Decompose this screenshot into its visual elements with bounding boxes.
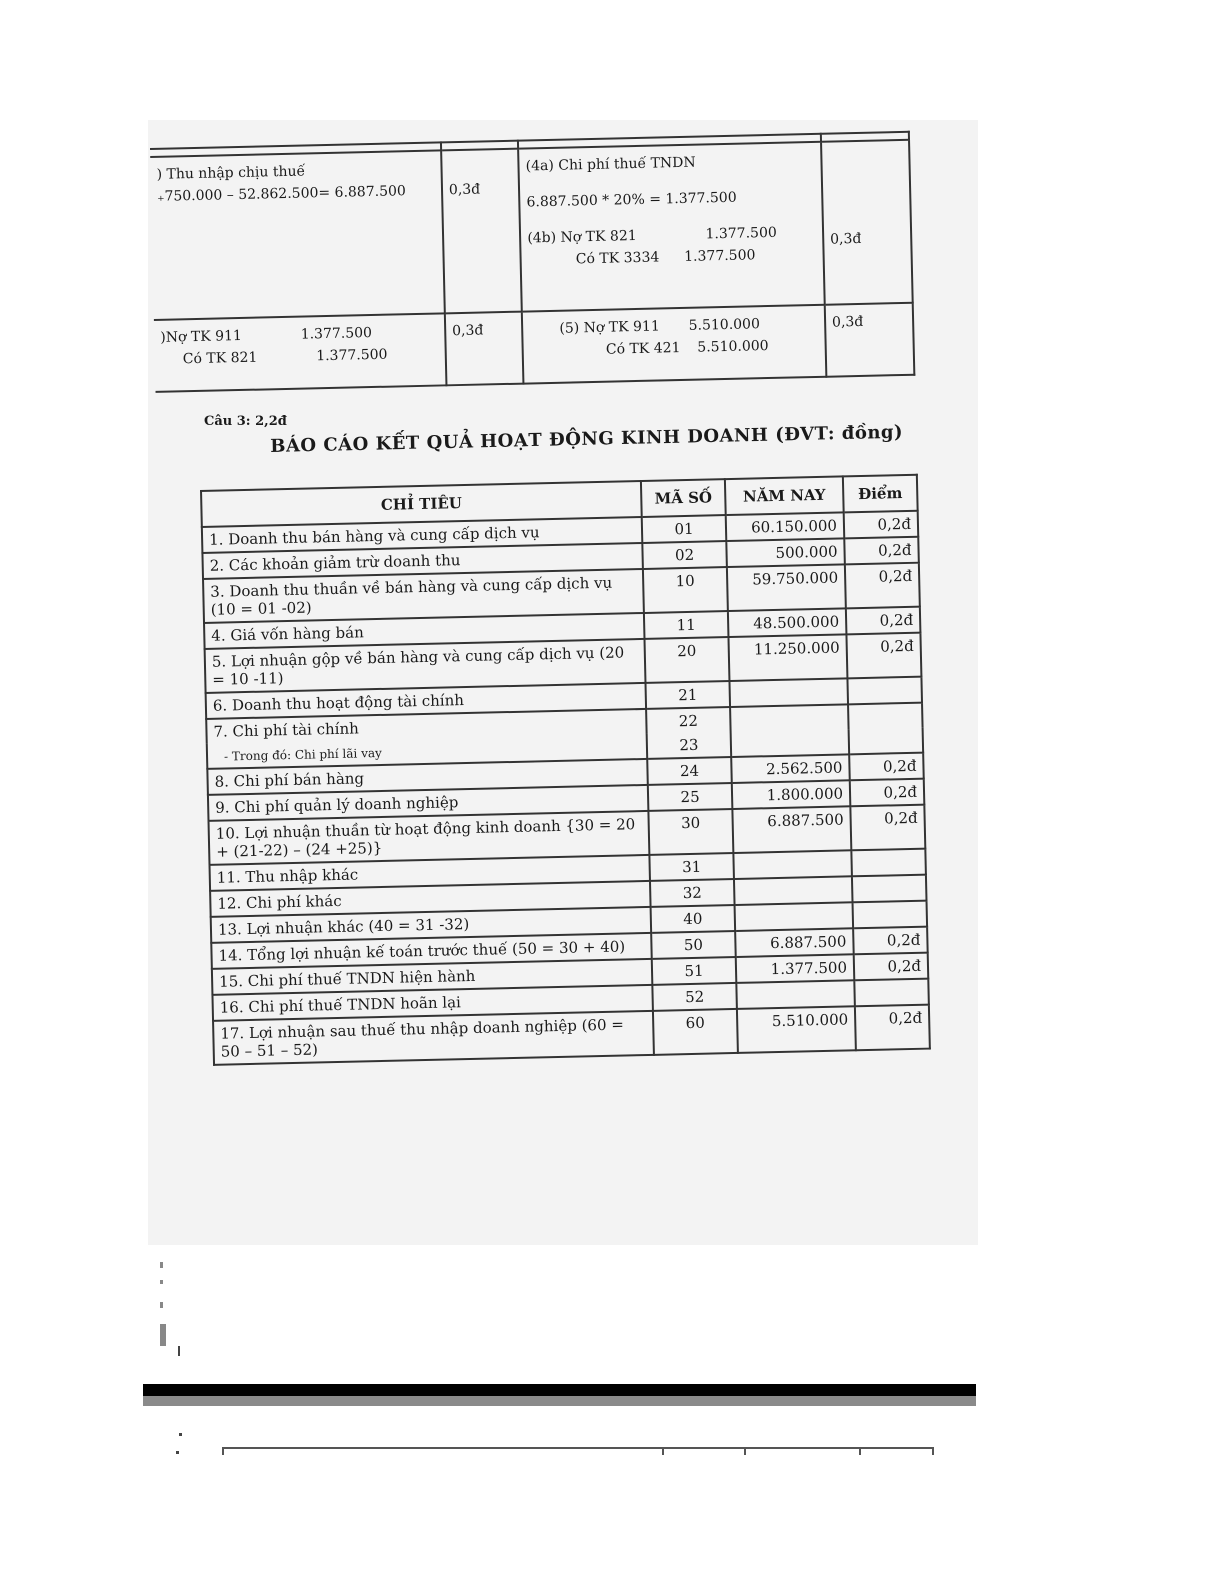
entry-cell — [518, 142, 824, 311]
entry-cell — [522, 304, 826, 383]
table-tick — [222, 1447, 224, 1455]
code-cell: 50 — [651, 931, 736, 959]
debit-account: (5) Nợ TK 911 — [559, 317, 660, 337]
score-cell — [851, 849, 926, 877]
report-title: BÁO CÁO KẾT QUẢ HOẠT ĐỘNG KINH DOANH (ĐVT: đồng) — [270, 421, 904, 457]
code-cell: 51 — [652, 957, 737, 985]
value-cell: 500.000 — [726, 538, 845, 567]
item-cell: 15. Chi phí thuế TNDN hiện hành — [212, 959, 652, 995]
item-cell: 11. Thu nhập khác — [210, 855, 650, 891]
item-cell: 7. Chi phí tài chính — [206, 709, 646, 744]
value-cell: 59.750.000 — [727, 564, 846, 611]
value-cell: 11.250.000 — [728, 634, 847, 681]
entry-cell — [154, 313, 446, 392]
value-cell: 6.887.500 — [735, 928, 854, 957]
score-cell: 0,2đ — [844, 511, 919, 539]
entry-label: ) Thu nhập chịu thuế — [156, 163, 306, 183]
score-cell: 0,2đ — [854, 953, 929, 981]
question-label: Câu 3: 2,2đ — [204, 414, 287, 429]
column-header-score: Điểm — [843, 475, 918, 513]
score: 0,3đ — [831, 313, 864, 331]
score-cell: 0,2đ — [855, 1005, 930, 1051]
income-statement-table — [200, 474, 931, 1066]
score-cell: 0,2đ — [850, 779, 925, 807]
score-cell — [441, 149, 522, 313]
item-cell: 16. Chi phí thuế TNDN hoãn lại — [212, 985, 652, 1021]
credit-account: Có TK 821 — [182, 349, 258, 367]
column-header-this-year: NĂM NAY — [725, 476, 844, 515]
code-cell: 30 — [648, 809, 733, 855]
debit-account: (4b) Nợ TK 821 — [527, 227, 637, 247]
item-cell: 4. Giá vốn hàng bán — [204, 613, 644, 649]
item-cell: 2. Các khoản giảm trừ doanh thu — [202, 543, 642, 579]
code-cell: 20 — [644, 637, 729, 683]
table-row — [150, 140, 912, 320]
value-cell — [735, 902, 854, 931]
code-cell: 52 — [652, 983, 737, 1011]
credit-account: Có TK 3334 — [575, 249, 660, 268]
score-cell — [852, 875, 927, 903]
item-cell: 10. Lợi nhuận thuần từ hoạt động kinh doanh {30 = 20 + (21-22) – (24 +25)} — [209, 811, 650, 865]
scan-dot — [179, 1433, 182, 1436]
value-cell: 1.800.000 — [732, 780, 851, 809]
score-cell: 0,2đ — [846, 607, 921, 635]
score: 0,3đ — [448, 181, 481, 199]
journal-entries-table — [150, 131, 915, 393]
value-cell: 60.150.000 — [726, 512, 845, 541]
value-cell: 6.887.500 — [732, 806, 851, 853]
value-cell: 48.500.000 — [728, 608, 847, 637]
table-tick — [859, 1447, 861, 1455]
next-page-table-edge — [222, 1447, 934, 1449]
scan-margin-marks — [158, 1262, 186, 1362]
value-cell — [736, 980, 855, 1009]
score-cell — [848, 703, 923, 730]
score: 0,3đ — [830, 230, 862, 248]
score-cell — [445, 311, 524, 385]
table-tick — [744, 1447, 746, 1455]
column-header-code: MÃ SỐ — [641, 479, 726, 517]
column-header-item: CHỈ TIÊU — [201, 481, 642, 527]
score-cell — [849, 728, 924, 755]
score-cell: 0,2đ — [850, 805, 925, 851]
code-cell: 02 — [642, 541, 727, 569]
score-cell — [821, 140, 913, 304]
debit-amount: 5.510.000 — [688, 315, 761, 334]
code-cell: 32 — [650, 879, 735, 907]
value-cell: 5.510.000 — [737, 1006, 856, 1053]
code-cell: 60 — [653, 1009, 738, 1055]
code-cell: 31 — [649, 853, 734, 881]
page-divider-black — [143, 1384, 976, 1396]
value-cell — [731, 729, 850, 757]
score-cell: 0,2đ — [846, 633, 921, 679]
credit-amount: 5.510.000 — [697, 337, 769, 356]
item-cell: 12. Chi phí khác — [210, 881, 650, 917]
score-cell — [847, 677, 922, 705]
entry-label: (4a) Chi phí thuế TNDN — [525, 154, 696, 175]
code-cell: 01 — [642, 515, 727, 543]
score-cell — [825, 302, 915, 376]
item-cell: 17. Lợi nhuận sau thuế thu nhập doanh nghiệp (60 = 50 – 51 – 52) — [213, 1011, 654, 1065]
debit-account: )Nợ TK 911 — [160, 327, 243, 346]
value-cell — [734, 876, 853, 905]
score-cell: 0,2đ — [844, 537, 919, 565]
entry-calc: ₊750.000 – 52.862.500= 6.887.500 — [156, 183, 407, 205]
table-tick — [932, 1447, 934, 1455]
page-divider-gray — [143, 1396, 976, 1406]
score-cell: 0,2đ — [849, 753, 924, 781]
item-cell: 8. Chi phí bán hàng — [207, 759, 647, 795]
score-cell — [854, 979, 929, 1007]
entry-cell — [150, 150, 445, 319]
value-cell — [730, 704, 849, 732]
sub-item-label: - Trong đó: Chi phí lãi vay — [223, 745, 382, 764]
score: 0,3đ — [451, 321, 484, 339]
code-cell: 11 — [644, 611, 729, 639]
code-cell: 23 — [647, 732, 732, 759]
scan-dot — [176, 1451, 179, 1454]
score-cell — [853, 901, 928, 929]
score-cell: 0,2đ — [845, 563, 920, 609]
table-tick — [662, 1447, 664, 1455]
score-cell: 0,2đ — [853, 927, 928, 955]
item-cell: 3. Doanh thu thuần về bán hàng và cung cấp dịch vụ (10 = 01 -02) — [203, 569, 644, 623]
entry-calc: 6.887.500 * 20% = 1.377.500 — [526, 189, 737, 211]
item-cell: 14. Tổng lợi nhuận kế toán trước thuế (50 = 30 + 40) — [211, 933, 651, 969]
code-cell: 10 — [643, 567, 728, 613]
value-cell: 1.377.500 — [736, 954, 855, 983]
credit-account: Có TK 421 — [605, 339, 681, 358]
code-cell: 24 — [647, 757, 732, 785]
item-cell: 5. Lợi nhuận gộp về bán hàng và cung cấp dịch vụ (20 = 10 -11) — [205, 639, 646, 693]
credit-amount: 1.377.500 — [316, 346, 388, 364]
value-cell — [729, 678, 848, 707]
debit-amount: 1.377.500 — [300, 324, 373, 343]
value-cell: 2.562.500 — [731, 754, 850, 783]
code-cell: 21 — [645, 681, 730, 709]
item-cell: 9. Chi phí quản lý doanh nghiệp — [208, 785, 648, 821]
item-cell: 1. Doanh thu bán hàng và cung cấp dịch vụ — [202, 517, 642, 553]
item-cell: 13. Lợi nhuận khác (40 = 31 -32) — [211, 907, 651, 943]
credit-amount: 1.377.500 — [684, 247, 756, 265]
code-cell: 25 — [648, 783, 733, 811]
item-cell: 6. Doanh thu hoạt động tài chính — [206, 683, 646, 719]
code-cell: 40 — [651, 905, 736, 933]
code-cell: 22 — [646, 707, 731, 734]
value-cell — [733, 850, 852, 879]
debit-amount: 1.377.500 — [705, 224, 777, 243]
